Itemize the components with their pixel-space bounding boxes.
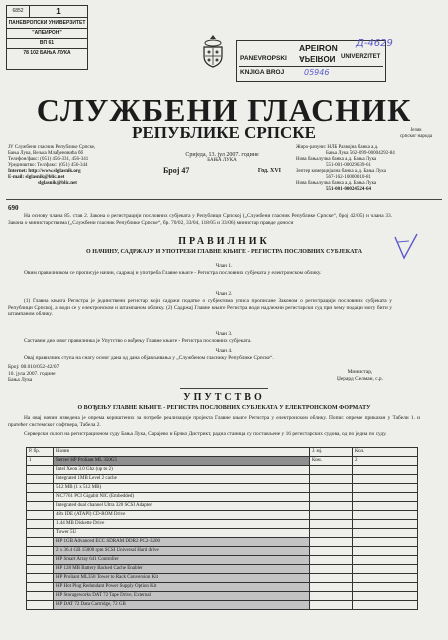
table-row xyxy=(27,484,418,493)
cell-no xyxy=(27,466,54,475)
cell-no xyxy=(27,592,54,601)
signoff-date: 10. јула 2007. године xyxy=(8,370,56,377)
cell-qty xyxy=(353,565,418,574)
cell-no xyxy=(27,601,54,610)
signoff-name: Џерард Селман, с.р. xyxy=(337,375,383,382)
cell-unit xyxy=(310,565,353,574)
publisher-info xyxy=(8,145,158,187)
cell-name: Tower 5U xyxy=(54,529,310,538)
table-row xyxy=(27,538,418,547)
cell-name: 48x IDE (ATAPI) CD-ROM Drive xyxy=(54,511,310,520)
article-3-text: Саставни дио овог правилника је Упутство о вођењу Главне књиге - Регистра пословних субјеката. xyxy=(24,338,252,344)
section-divider xyxy=(180,388,268,389)
table-row xyxy=(27,547,418,556)
cell-name: Server HP Proliant ML 350G5 xyxy=(54,457,310,466)
cell-qty xyxy=(353,511,418,520)
cell-unit xyxy=(310,520,353,529)
account-line: Жиро-рачуни: НЛБ Развојна банка а.д. xyxy=(296,145,379,150)
cell-name: Integrated 1MB Level 2 cache xyxy=(54,475,310,484)
cell-name: 512 MB (1 x 512 MB) xyxy=(54,484,310,493)
pravilnik-subtitle: О НАЧИНУ, САДРЖАЈУ И УПОТРЕБИ ГЛАВНЕ КЊИГЕ - РЕГИСТРА ПОСЛОВНИХ СУБЈЕКАТА xyxy=(86,249,362,255)
cell-unit xyxy=(310,484,353,493)
equipment-table xyxy=(26,447,418,610)
table-header-row xyxy=(27,448,418,457)
publisher-line: ЈУ Службени гласник Републике Српске, xyxy=(8,145,96,150)
cell-qty xyxy=(353,574,418,583)
uputstvo-paragraph-2: Серверски склоп на регистрационом суду Бања Лука, Сарајево и Брчко Дистрикт, радна станица су постављене у 16 регистарских судова, од по једна по суду. xyxy=(24,431,387,437)
cell-name: Intel Xeon 3.0 Ghz (up to 2) xyxy=(54,466,310,475)
registry-stamp-left xyxy=(6,5,88,70)
bank-accounts xyxy=(296,145,442,193)
cell-unit xyxy=(310,502,353,511)
table-row xyxy=(27,583,418,592)
issue-date: Сриједа, 13. јул 2007. године xyxy=(185,152,259,158)
stamp-line-1: ПАНЕВРОПСКИ УНИВЕРЗИТЕТ xyxy=(7,18,87,29)
cell-no xyxy=(27,556,54,565)
header-unit: Ј. мј. xyxy=(310,448,353,457)
publisher-line: Уредништво: Тел/факс: (051) 456-344 xyxy=(8,163,88,168)
pravilnik-title: ПРАВИЛНИК xyxy=(178,236,270,247)
cell-name: HP Smart Array 641 Controller xyxy=(54,556,310,565)
language-note: Језик српског народа xyxy=(399,128,433,139)
stamp-code: 6852 xyxy=(7,6,30,17)
cell-unit xyxy=(310,493,353,502)
table-row xyxy=(27,502,418,511)
stamp-knjiga-broj: KNJIGA BROJ xyxy=(240,69,285,76)
cell-unit xyxy=(310,592,353,601)
article-4-text: Овај правилник ступа на снагу осмог дана од дана објављивања у „Службеном гласнику Републике Српске“. xyxy=(24,355,274,361)
table-row xyxy=(27,511,418,520)
cell-unit xyxy=(310,547,353,556)
cell-qty xyxy=(353,475,418,484)
table-row xyxy=(27,475,418,484)
cell-unit xyxy=(310,475,353,484)
table-row xyxy=(27,493,418,502)
cell-qty xyxy=(353,583,418,592)
cell-unit xyxy=(310,583,353,592)
account-line: 567-162-10000010-81 xyxy=(326,175,371,180)
table-row xyxy=(27,601,418,610)
handwritten-ref-top: Д-4629 xyxy=(356,38,393,49)
cell-qty xyxy=(353,592,418,601)
stamp-line-2: "АПЕИРОН" xyxy=(7,29,87,39)
table-row xyxy=(27,520,418,529)
cell-unit xyxy=(310,574,353,583)
cell-no xyxy=(27,475,54,484)
cell-unit xyxy=(310,538,353,547)
stamp-line-3: ВП 61 xyxy=(7,39,87,49)
publisher-email-2: slglasnik@blic.net xyxy=(38,181,77,186)
issue-number: Број 47 xyxy=(163,166,190,175)
cell-qty xyxy=(353,556,418,565)
cell-qty xyxy=(353,601,418,610)
table-row xyxy=(27,556,418,565)
cell-name: 1.44 MB Diskette Drive xyxy=(54,520,310,529)
publisher-line: Бања Лука, Вељка Млађеновића бб xyxy=(8,151,84,156)
cell-unit xyxy=(310,529,353,538)
cell-unit xyxy=(310,466,353,475)
publisher-line: Телефон/факс: (051) 456-331, 456-341 xyxy=(8,157,89,162)
signoff-city: Бања Лука xyxy=(8,377,33,384)
table-row xyxy=(27,457,418,466)
cell-name: Integrated dual channel Ultra 320 SCSI Adapter xyxy=(54,502,310,511)
uputstvo-title: УПУТСТВО xyxy=(183,392,265,403)
document-number: 690 xyxy=(8,204,19,212)
table-row xyxy=(27,592,418,601)
cell-no xyxy=(27,484,54,493)
signoff-signature xyxy=(310,369,410,382)
masthead-divider xyxy=(6,199,442,200)
stamp-univerzitet: UNIVERZITET xyxy=(341,54,381,60)
publisher-website: Internet: http://www.slglasnik.org xyxy=(8,169,81,174)
table-row xyxy=(27,529,418,538)
cell-no xyxy=(27,529,54,538)
issue-city: БАЊА ЛУКА xyxy=(207,158,237,163)
article-3-label: Члан 3. xyxy=(215,331,233,337)
coat-of-arms-icon xyxy=(200,34,226,68)
signoff-role: Министар, xyxy=(347,369,373,375)
stamp-line-4: 78 102 БАЊА ЛУКА xyxy=(23,50,71,56)
stamp-apeiron: APEIRON xyxy=(299,43,338,53)
account-line: 551-001-00024524-64 xyxy=(326,187,371,192)
uputstvo-paragraph-1: На овај начин изведена је опрема кориштених за потребе реализације пројекта Главне књиге Регистра у електронском облику. Попис опреме приказан у Табели 1. и пратећег системског софтвера, Табела 2. xyxy=(8,415,420,428)
cell-qty xyxy=(353,529,418,538)
cell-unit: Ком. xyxy=(310,457,353,466)
cell-no xyxy=(27,502,54,511)
cell-no xyxy=(27,511,54,520)
signoff-number: Број: 08.010/052-42/07 xyxy=(8,364,60,370)
stamp-panevropski: PANEVROPSKI xyxy=(240,55,287,62)
issue-year: Год. XVI xyxy=(257,168,281,174)
account-line: Нова бањалучка банка а.д. Бања Лука xyxy=(296,157,377,162)
intro-paragraph: На основу члана 85. став 2. Закона о регистрацији пословних субјеката у Републици Српској („Службени гласник Републике Српске“, број 42/05) и члана 33. Закона о министарствима („Службени гласник Републике Српске“, бр. 70/02, 33/04, 118/05 и 33/06) министар правде доноси xyxy=(8,213,392,226)
account-line: Зептер комерцијална банка а.д. Бања Лука xyxy=(296,169,386,174)
gazette-title: СЛУЖБЕНИ ГЛАСНИК xyxy=(36,92,412,128)
account-line: Нова бањалучка банка а.д. Бања Лука xyxy=(296,181,377,186)
cell-name: HP 1GB Advanced ECC SDRAM DDR2 PC2-3200 xyxy=(54,538,310,547)
cell-qty xyxy=(353,520,418,529)
account-line: Бања Лука 562-099-00004292-84 xyxy=(326,151,395,156)
stamp-divider xyxy=(239,66,383,67)
uputstvo-subtitle: О ВОЂЕЊУ ГЛАВНЕ КЊИГЕ - РЕГИСТРА ПОСЛОВНИХ СУБЈЕКАТА У ЕЛЕКТРОНСКОМ ФОРМАТУ xyxy=(77,405,371,411)
gazette-subtitle: РЕПУБЛИКЕ СРПСКЕ xyxy=(132,123,316,142)
cell-qty xyxy=(353,547,418,556)
cell-qty: 2 xyxy=(353,457,418,466)
cell-no xyxy=(27,538,54,547)
article-4-label: Члан 4. xyxy=(215,348,233,354)
cell-qty xyxy=(353,538,418,547)
article-2-label: Члан 2. xyxy=(215,291,233,297)
cell-qty xyxy=(353,466,418,475)
stamp-number: 1 xyxy=(56,7,61,16)
cell-qty xyxy=(353,484,418,493)
signoff-block xyxy=(8,364,168,384)
cell-qty xyxy=(353,502,418,511)
article-1-text: Овим правилником се прописује начин, садржај и употреба Главне књиге - Регистра пословних субјеката у електронском облику. xyxy=(24,270,322,276)
handwritten-ref-number: 05946 xyxy=(304,68,330,77)
table-row xyxy=(27,565,418,574)
table-row xyxy=(27,466,418,475)
cell-unit xyxy=(310,601,353,610)
cell-name: HP Hot Plug Redundant Power Supply Option Kit xyxy=(54,583,310,592)
article-2-text: (1) Главна књига Регистра је јединствени регистар који садржи податке о субјектима уписа прописане Законом о регистрацији пословних субјеката у Републици Српској, а води се у електронском и штампаном облику. (2) Садржај Главне књиге Регистра води надлежни регистарски суд при чему подаци могу бити у штампаном облику. xyxy=(8,298,392,318)
cell-qty xyxy=(353,493,418,502)
cell-name: NC7761 PCI Gigabit NIC (Embedded) xyxy=(54,493,310,502)
cell-name: HP 128 MB Battery Backed Cache Enabler xyxy=(54,565,310,574)
header-no: Р. бр. xyxy=(27,448,54,457)
cell-name: HP Proliant ML350 Tower to Rack Conversion Kit xyxy=(54,574,310,583)
article-1-label: Члан 1. xyxy=(215,263,233,269)
cell-unit xyxy=(310,511,353,520)
cell-no xyxy=(27,493,54,502)
header-name: Назив xyxy=(54,448,310,457)
cell-unit xyxy=(310,556,353,565)
account-line: 551-001-00029639-61 xyxy=(326,163,371,168)
table-row xyxy=(27,574,418,583)
stamp-apeiron-mirror: APEIRON xyxy=(299,54,336,63)
cell-no xyxy=(27,574,54,583)
cell-no: 1 xyxy=(27,457,54,466)
cell-no xyxy=(27,520,54,529)
cell-no xyxy=(27,565,54,574)
publisher-email: E-mail: slglasnik@blic.net xyxy=(8,175,65,180)
header-qty: Кол. xyxy=(353,448,418,457)
cell-name: HP Storageworks DAT 72 Tape Drive, External xyxy=(54,592,310,601)
cell-no xyxy=(27,583,54,592)
issue-info xyxy=(163,152,281,175)
cell-name: 2 x 36.4 GB 15000 rpm SCSI Universal Hard drive xyxy=(54,547,310,556)
cell-name: HP DAT 72 Data Cartridge, 72 GB xyxy=(54,601,310,610)
cell-no xyxy=(27,547,54,556)
